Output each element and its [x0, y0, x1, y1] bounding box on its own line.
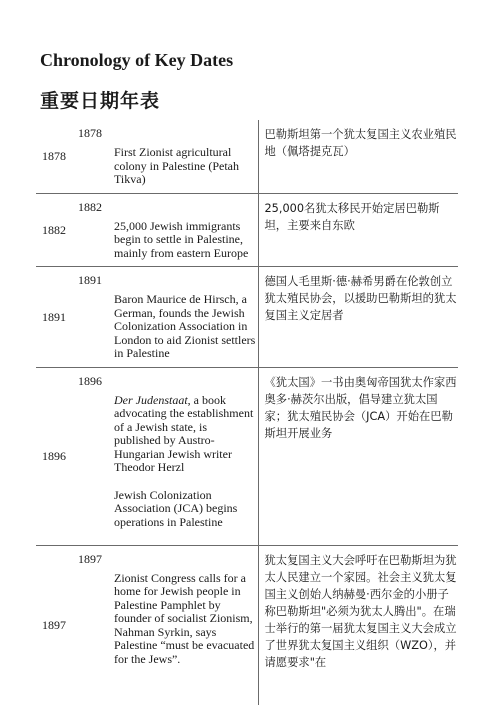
event-chinese-text: 犹太复国主义大会呼吁在巴勒斯坦为犹太人民建立一个家园。社会主义犹太复国主义创始人纳赫曼·西尔金的小册子称巴勒斯坦"必须为犹太人腾出"。在瑞士举行的第一届犹太复国主义大会成立了世界犹太复国主义组织（WZO），并请愿要求"在 — [264, 553, 457, 669]
event-english — [114, 267, 258, 368]
event-chinese-text: 《犹太国》一书由奥匈帝国犹太作家西奥多·赫茨尔出版，倡导建立犹太国家；犹太殖民协会（JCA）开始在巴勒斯坦开展业务 — [264, 375, 457, 440]
event-chinese — [258, 120, 458, 193]
page-title-en: Chronology of Key Dates — [40, 50, 234, 70]
event-english-text: First Zionist agricultural colony in Palestine (Petah Tikva) — [114, 145, 239, 186]
chronology-row — [36, 545, 458, 705]
year-label: 1882 — [36, 193, 76, 267]
chronology-table — [36, 120, 458, 705]
event-english-text: Baron Maurice de Hirsch, a German, founds the Jewish Colonization Association in London to aid Zionist settlers in Palestine — [114, 292, 256, 360]
event-english — [114, 120, 258, 193]
event-chinese-text: 德国人毛里斯·德·赫希男爵在伦敦创立犹太殖民协会，以援助巴勒斯坦的犹太复国主义定居者 — [264, 275, 457, 322]
event-english — [114, 193, 258, 267]
event-english-text — [114, 394, 256, 475]
event-chinese — [258, 367, 458, 545]
chronology-row — [36, 193, 458, 267]
chronology-row — [36, 267, 458, 368]
year-sub-label: 1878 — [78, 126, 102, 140]
chronology-row — [36, 367, 458, 545]
event-english-text-rest: , a book advocating the establishment of a Jewish state, is published by Austro-Hungarian Jewish writer Theodor Herzl — [114, 392, 254, 474]
event-chinese — [258, 267, 458, 368]
event-english — [114, 367, 258, 545]
year-label: 1896 — [36, 367, 76, 545]
event-english-text: Zionist Congress calls for a home for Jewish people in Palestine Pamphlet by founder of socialist Zionism, Nahman Syrkin, says Palestine “must be evacuated for the Jews”. — [114, 570, 255, 666]
year-sub-label: 1891 — [76, 267, 114, 368]
event-english-text: 25,000 Jewish immigrants begin to settle in Palestine, mainly from eastern Europe — [114, 218, 249, 260]
year-label: 1897 — [36, 545, 76, 705]
event-chinese-text: 巴勒斯坦第一个犹太复国主义农业殖民地（佩塔提克瓦） — [264, 128, 457, 158]
event-chinese-text: 25,000名犹太移民开始定居巴勒斯坦，主要来自东欧 — [264, 201, 440, 232]
page-title-zh: 重要日期年表 — [40, 90, 161, 112]
event-english-text-2: Jewish Colonization Association (JCA) begins operations in Palestine — [114, 487, 238, 529]
year-sub-label: 1897 — [76, 545, 114, 705]
book-title: Der Judenstaat — [114, 392, 188, 407]
event-chinese — [258, 545, 458, 705]
event-chinese — [258, 193, 458, 267]
event-english — [114, 545, 258, 705]
year-sub-label: 1882 — [76, 193, 114, 267]
chronology-row — [36, 120, 458, 193]
year-label: 1878 — [42, 149, 66, 164]
year-sub-label: 1896 — [76, 367, 114, 545]
year-label: 1891 — [36, 267, 76, 368]
